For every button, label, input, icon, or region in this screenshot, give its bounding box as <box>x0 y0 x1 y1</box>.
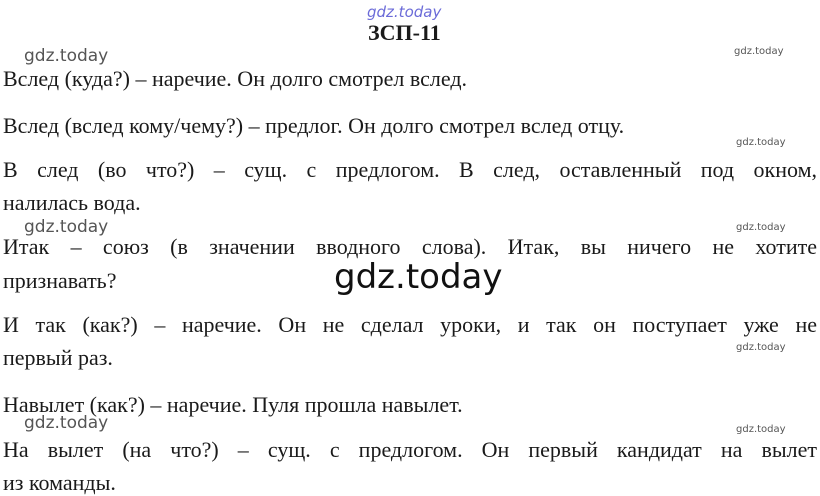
text-line: Вслед (куда?) – наречие. Он долго смотрел вслед. <box>3 66 468 91</box>
watermark-small: gdz.today <box>734 46 784 57</box>
text-line: первый раз. <box>3 345 113 370</box>
watermark-small: gdz.today <box>736 222 786 233</box>
text-line: из команды. <box>3 470 116 495</box>
page-title: ЗСП-11 <box>368 20 441 45</box>
watermark-small: gdz.today <box>736 342 786 353</box>
text-line: налилась вода. <box>3 190 141 215</box>
text-line: Вслед (вслед кому/чему?) – предлог. Он долго смотрел вслед отцу. <box>3 113 625 138</box>
watermark-small: gdz.today <box>24 46 109 66</box>
watermark-top: gdz.today <box>367 3 442 21</box>
text-line: На вылет (на что?) – сущ. с предлогом. Он первый кандидат на вылет <box>3 437 817 462</box>
watermark-center: gdz.today <box>334 257 503 297</box>
watermark-small: gdz.today <box>24 413 109 433</box>
watermark-small: gdz.today <box>736 137 786 148</box>
text-line: И так (как?) – наречие. Он не сделал уроки, и так он поступает уже не <box>3 312 817 337</box>
text-line: Навылет (как?) – наречие. Пуля прошла навылет. <box>3 392 463 417</box>
watermark-small: gdz.today <box>24 217 109 237</box>
text-line: В след (во что?) – сущ. с предлогом. В след, оставленный под окном, <box>3 157 817 182</box>
watermark-small: gdz.today <box>736 424 786 435</box>
text-line: Итак – союз (в значении вводного слова). Итак, вы ничего не хотите <box>3 234 817 259</box>
text-line: признавать? <box>3 268 117 293</box>
